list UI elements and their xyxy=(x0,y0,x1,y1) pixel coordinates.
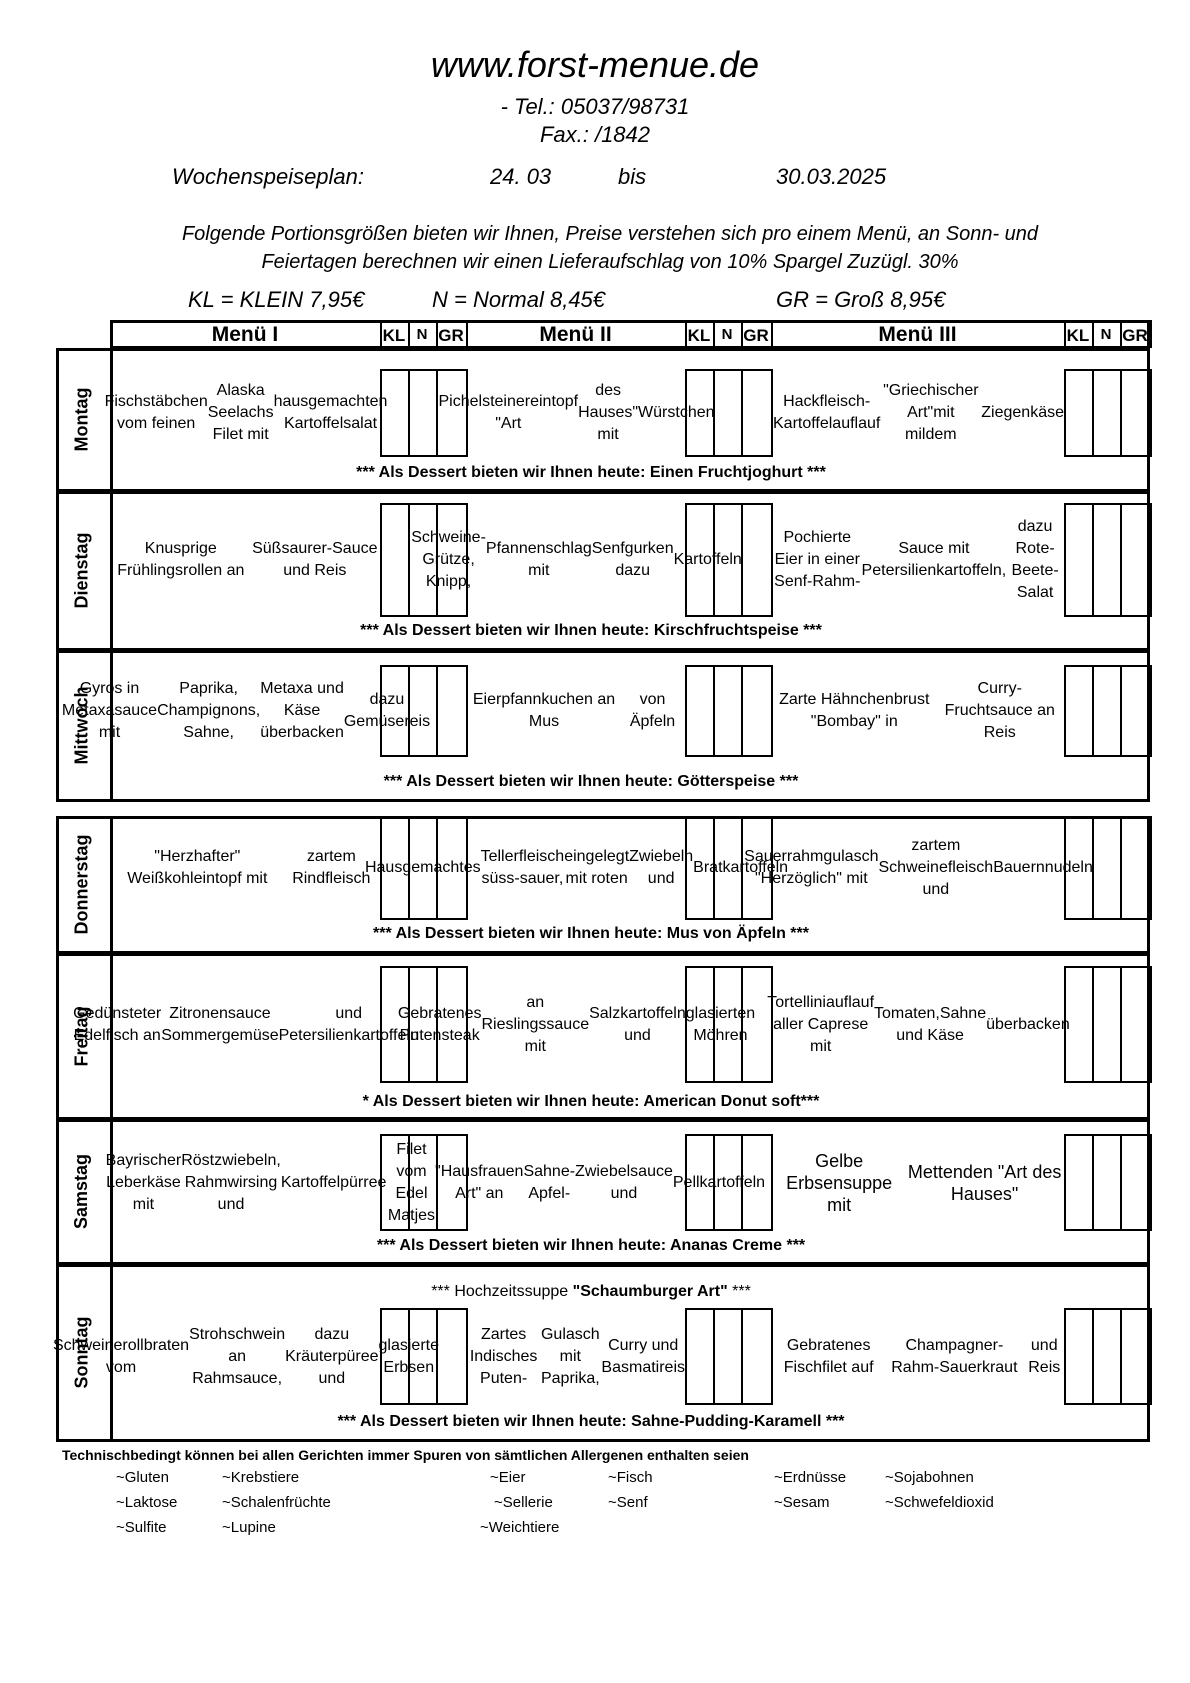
week-to-label: bis xyxy=(618,164,647,189)
allergen-item: ~Gluten xyxy=(116,1469,169,1486)
dish-menu1-montag xyxy=(104,369,388,457)
row-top-border-freitag xyxy=(56,953,1150,956)
dish-menu3-sonntag xyxy=(773,1308,1064,1405)
dish-line: Röstzwiebeln, Rahmwirsing und xyxy=(181,1151,281,1213)
order-box-n xyxy=(713,665,743,757)
allergen-item: ~Sulfite xyxy=(116,1519,167,1536)
dish-menu2-montag xyxy=(438,369,715,457)
order-box-kl xyxy=(1064,665,1094,757)
dish-line: Sauce mit Petersilienkartoffeln, xyxy=(861,540,1007,579)
order-box-n xyxy=(713,1308,743,1405)
order-box-gr xyxy=(1120,503,1152,617)
order-box-kl xyxy=(685,966,715,1083)
dish-line: Gulasch mit Paprika, xyxy=(540,1325,600,1387)
order-box-n xyxy=(408,966,438,1083)
order-box-gr xyxy=(741,966,773,1083)
dish-menu1-dienstag xyxy=(112,503,380,617)
order-box-n xyxy=(1092,503,1122,617)
order-box-kl xyxy=(380,1134,410,1231)
dish-line: Strohschwein an Rahmsauce, xyxy=(189,1325,286,1387)
dessert-donnerstag: *** Als Dessert bieten wir Ihnen heute: Mus von Äpfeln *** xyxy=(373,925,809,942)
row-top-border-sonntag xyxy=(56,1264,1150,1267)
allergen-item: ~Sojabohnen xyxy=(885,1469,974,1486)
day-name: Samstag xyxy=(71,1153,92,1230)
dish-line: Pichelsteinereintopf "Art xyxy=(438,393,579,432)
order-box-gr xyxy=(1120,966,1152,1083)
dish-line: hausgemachten Kartoffelsalat xyxy=(273,393,388,432)
order-box-n xyxy=(1092,369,1122,457)
order-box-n xyxy=(1092,816,1122,920)
dish-line: Curry und Basmatireis xyxy=(601,1336,685,1376)
dish-line: Knusprige Frühlingsrollen an xyxy=(117,540,245,579)
order-box-gr xyxy=(741,1134,773,1231)
dish-line: des Hauses" mit xyxy=(578,382,639,443)
size-header-n: N xyxy=(721,326,733,343)
intro-text xyxy=(120,220,1100,276)
order-box-kl xyxy=(1064,503,1094,617)
order-box-kl xyxy=(380,665,410,757)
dish-line: zartem Schweinefleisch und xyxy=(878,837,994,898)
dish-line: Hausgemachtes xyxy=(364,859,481,876)
dish-line: Tomaten,Sahne und Käse xyxy=(874,1004,987,1044)
order-box-n xyxy=(713,369,743,457)
row-bottom-border-mittwoch xyxy=(56,799,1150,802)
order-box-gr xyxy=(436,503,468,617)
dish-line: und Reis xyxy=(1028,1336,1061,1376)
dish-line: Metaxa und Käse überbacken xyxy=(260,680,344,741)
size-header-kl: KL xyxy=(382,326,406,345)
dish-line: glasierten Möhren xyxy=(685,1004,756,1044)
dish-menu1-samstag xyxy=(105,1134,387,1231)
dish-line: Mettenden "Art des Hauses" xyxy=(907,1161,1062,1204)
day-name: Donnerstag xyxy=(71,834,92,935)
dish-line: Filet vom Edel Matjes xyxy=(387,1140,436,1224)
order-box-kl xyxy=(1064,816,1094,920)
size-header-divider xyxy=(1150,320,1152,348)
order-box-kl xyxy=(380,1308,410,1405)
dish-line: Fischstäbchen vom feinen xyxy=(104,393,208,432)
size-header-n: N xyxy=(416,326,428,343)
dish-menu3-donnerstag xyxy=(744,816,1093,920)
order-box-gr xyxy=(1120,1308,1152,1405)
dish-line: Zwiebeln und xyxy=(629,848,694,887)
order-box-gr xyxy=(1120,665,1152,757)
dish-menu2-samstag xyxy=(387,1134,766,1231)
order-box-gr xyxy=(436,665,468,757)
order-box-kl xyxy=(1064,369,1094,457)
dessert-sonntag: *** Als Dessert bieten wir Ihnen heute: Sahne-Pudding-Karamell *** xyxy=(337,1413,845,1430)
order-box-kl xyxy=(380,369,410,457)
dish-line: Alaska Seelachs Filet mit xyxy=(207,382,274,443)
day-name: Dienstag xyxy=(71,532,92,609)
dish-menu3-samstag xyxy=(773,1134,1064,1231)
size-header-gr: GR xyxy=(743,326,769,345)
dish-line: Gyros in Metaxasauce mit xyxy=(61,680,158,741)
dish-line: an Rieslingssauce mit xyxy=(481,993,590,1055)
order-box-gr xyxy=(1120,816,1152,920)
dish-line: Zarte Hähnchenbrust "Bombay" in xyxy=(779,691,930,730)
dish-line: Eierpfannkuchen an Mus xyxy=(472,691,616,730)
order-box-gr xyxy=(741,665,773,757)
dish-menu2-freitag xyxy=(397,966,756,1083)
menu-header-menu3: Menü III xyxy=(878,323,957,346)
allergen-item: ~Sellerie xyxy=(494,1494,553,1511)
order-box-kl xyxy=(685,1134,715,1231)
week-label: Wochenspeiseplan: xyxy=(172,164,365,189)
dish-line: Süßsaurer-Sauce und Reis xyxy=(252,540,378,579)
dish-line: dazu Kräuterpüree und xyxy=(285,1325,379,1387)
size-header-divider xyxy=(466,320,468,348)
order-box-gr xyxy=(436,1134,468,1231)
sunday-soup xyxy=(112,1283,1070,1301)
week-from: 24. 03 xyxy=(490,164,552,189)
order-box-n xyxy=(1092,1134,1122,1231)
allergen-item: ~Sesam xyxy=(774,1494,830,1511)
dish-menu3-freitag xyxy=(767,966,1070,1083)
order-box-n xyxy=(713,816,743,920)
dish-line: Kartoffelpürree xyxy=(280,1173,387,1191)
dish-line: dazu Rote-Beete-Salat xyxy=(1011,518,1059,601)
order-box-n xyxy=(713,503,743,617)
order-box-gr xyxy=(741,1308,773,1405)
dish-menu3-dienstag xyxy=(773,503,1064,617)
row-top-border-montag xyxy=(56,348,1150,351)
dessert-dienstag: *** Als Dessert bieten wir Ihnen heute: Kirschfruchtspeise *** xyxy=(360,622,822,639)
order-box-n xyxy=(713,1134,743,1231)
dish-line: Schweine-Grütze, Knipp, xyxy=(411,529,486,590)
order-box-n xyxy=(1092,1308,1122,1405)
dish-line: Sauerrahmgulasch "Herzöglich" mit xyxy=(744,848,879,887)
order-box-n xyxy=(408,1134,438,1231)
dessert-freitag: * Als Dessert bieten wir Ihnen heute: American Donut soft*** xyxy=(362,1093,820,1110)
size-header-kl: KL xyxy=(1066,326,1090,345)
intro-line-1: Folgende Portionsgrößen bieten wir Ihnen, Preise verstehen sich pro einem Menü, an Sonn- und xyxy=(181,223,1039,245)
row-top-border-mittwoch xyxy=(56,650,1150,653)
order-box-kl xyxy=(685,665,715,757)
order-box-kl xyxy=(380,816,410,920)
dish-line: überbacken xyxy=(986,1015,1070,1033)
dish-line: Tortelliniauflauf aller Caprese mit xyxy=(767,993,875,1055)
week-to: 30.03.2025 xyxy=(776,164,887,189)
dish-line: Pfannenschlag mit xyxy=(485,540,592,579)
dish-line: Gebratenes Putensteak xyxy=(397,1004,482,1044)
day-label-donnerstag xyxy=(56,816,108,953)
order-box-n xyxy=(408,1308,438,1405)
size-header-gr: GR xyxy=(1122,326,1148,345)
dish-line: "Herzhafter" Weißkohleintopf mit xyxy=(127,848,268,887)
allergen-item: ~Weichtiere xyxy=(480,1519,560,1536)
allergen-item: ~Laktose xyxy=(116,1494,178,1511)
day-name: Freitag xyxy=(71,1005,92,1067)
order-box-gr xyxy=(741,816,773,920)
row-bottom-border-sonntag xyxy=(56,1439,1150,1442)
order-box-gr xyxy=(741,503,773,617)
allergen-item: ~Krebstiere xyxy=(222,1469,300,1486)
dish-line: Hackfleisch-Kartoffelauflauf xyxy=(773,393,881,432)
order-box-n xyxy=(408,665,438,757)
order-box-kl xyxy=(685,503,715,617)
dish-menu3-mittwoch xyxy=(773,665,1064,757)
order-box-gr xyxy=(436,369,468,457)
dessert-mittwoch: *** Als Dessert bieten wir Ihnen heute: Götterspeise *** xyxy=(383,773,799,790)
allergen-item: ~Senf xyxy=(608,1494,648,1511)
order-box-gr xyxy=(436,966,468,1083)
dish-line: glasierte Erbsen xyxy=(378,1336,439,1376)
phone-number: - Tel.: 05037/98731 xyxy=(500,94,690,119)
row-top-border-dienstag xyxy=(56,491,1150,494)
day-label-montag xyxy=(56,348,108,491)
dish-menu1-donnerstag xyxy=(112,816,380,920)
dessert-samstag: *** Als Dessert bieten wir Ihnen heute: Ananas Creme *** xyxy=(376,1237,806,1254)
allergen-notice: Technischbedingt können bei allen Gerichten immer Spuren von sämtlichen Allergenen enthalten seien xyxy=(62,1447,749,1463)
dish-line: Zartes Indisches Puten- xyxy=(469,1325,538,1387)
dish-line: Zwiebelsauce und xyxy=(575,1162,673,1202)
order-box-kl xyxy=(685,816,715,920)
size-header-divider xyxy=(771,320,773,348)
price-gr: GR = Groß 8,95€ xyxy=(776,287,946,312)
dish-line: Curry-Fruchtsauce an Reis xyxy=(944,680,1055,741)
order-box-gr xyxy=(741,369,773,457)
dish-line: Paprika, Champignons, Sahne, xyxy=(157,680,261,741)
day-label-dienstag xyxy=(56,491,108,650)
order-box-gr xyxy=(436,816,468,920)
order-box-kl xyxy=(1064,966,1094,1083)
dish-line: zartem Rindfleisch xyxy=(292,848,371,887)
dish-line: Pochierte Eier in einer Senf-Rahm- xyxy=(774,529,861,590)
dish-line: dazu Gemüsereis xyxy=(343,691,431,730)
allergen-item: ~Fisch xyxy=(608,1469,653,1486)
dish-line: Salzkartoffeln und xyxy=(589,1004,686,1044)
dish-line: Senfgurken dazu xyxy=(591,540,674,579)
allergen-item: ~Schalenfrüchte xyxy=(222,1494,331,1511)
dish-menu3-montag xyxy=(773,369,1064,457)
menu-header-menu2: Menü II xyxy=(539,323,612,346)
order-box-kl xyxy=(685,369,715,457)
dish-line: "Hausfrauen Art" an xyxy=(435,1162,524,1202)
dish-line: Bayrischer Leberkäse mit xyxy=(105,1151,182,1213)
order-box-n xyxy=(408,369,438,457)
allergen-item: ~Lupine xyxy=(222,1519,276,1536)
dish-line: eingelegt mit roten xyxy=(564,848,630,887)
price-kl: KL = KLEIN 7,95€ xyxy=(188,287,365,312)
day-name: Montag xyxy=(71,387,92,452)
order-box-kl xyxy=(380,966,410,1083)
day-name: Mittwoch xyxy=(71,686,92,765)
intro-line-2: Feiertagen berechnen wir einen Lieferaufschlag von 10% Spargel Zuzügl. 30% xyxy=(261,251,959,273)
dish-menu2-donnerstag xyxy=(364,816,789,920)
dish-line: Ziegenkäse xyxy=(981,404,1064,421)
dish-line: Gebratenes Fischfilet auf xyxy=(783,1336,874,1376)
dish-line: Gelbe Erbsensuppe mit xyxy=(786,1150,893,1215)
soup-name: "Schaumburger Art" xyxy=(572,1283,728,1300)
order-box-n xyxy=(408,816,438,920)
dish-line: Würstchen xyxy=(638,404,715,421)
order-box-gr xyxy=(1120,369,1152,457)
order-box-kl xyxy=(380,503,410,617)
order-box-kl xyxy=(1064,1134,1094,1231)
dish-line: von Äpfeln xyxy=(629,691,676,730)
price-n: N = Normal 8,45€ xyxy=(432,287,606,312)
website-url: www.forst-menue.de xyxy=(430,44,760,85)
dessert-montag: *** Als Dessert bieten wir Ihnen heute: Einen Fruchtjoghurt *** xyxy=(356,464,826,481)
dish-menu2-mittwoch xyxy=(468,665,685,757)
dish-line: Kartoffeln xyxy=(673,551,742,568)
size-header-kl: KL xyxy=(687,326,711,345)
allergen-item: ~Schwefeldioxid xyxy=(885,1494,994,1511)
order-box-n xyxy=(713,966,743,1083)
day-label-samstag xyxy=(56,1119,108,1264)
allergen-item: ~Eier xyxy=(490,1469,526,1486)
dish-line: Zitronensauce Sommergemüse xyxy=(161,1004,279,1044)
dish-menu2-sonntag xyxy=(468,1308,685,1405)
dish-line: Pellkartoffeln xyxy=(672,1173,766,1191)
order-box-kl xyxy=(1064,1308,1094,1405)
size-header-n: N xyxy=(1100,326,1112,343)
dish-line: Champagner-Rahm-Sauerkraut xyxy=(891,1336,1018,1376)
dish-line: Gedünsteter Edelfisch an xyxy=(73,1004,162,1044)
order-box-n xyxy=(408,503,438,617)
order-box-gr xyxy=(1120,1134,1152,1231)
dish-line: Bauernnudeln xyxy=(993,859,1093,876)
fax-number: Fax.: /1842 xyxy=(539,122,651,147)
dish-line: Sahne-Apfel- xyxy=(523,1162,576,1202)
order-box-n xyxy=(1092,665,1122,757)
day-name: Sonntag xyxy=(71,1316,92,1389)
dish-line: und Petersilienkartoffeln xyxy=(278,1004,419,1044)
order-box-kl xyxy=(685,1308,715,1405)
dish-line: Schweinerollbraten vom xyxy=(53,1336,190,1376)
dish-menu2-dienstag xyxy=(411,503,742,617)
order-box-gr xyxy=(436,1308,468,1405)
dish-line: Tellerfleisch süss-sauer, xyxy=(480,848,565,887)
order-box-n xyxy=(1092,966,1122,1083)
dish-line: Bratkartoffeln xyxy=(693,859,789,876)
size-header-gr: GR xyxy=(438,326,464,345)
soup-suffix: *** xyxy=(727,1283,751,1300)
soup-prefix: *** Hochzeitssuppe xyxy=(431,1283,573,1300)
menu-header-menu1: Menü I xyxy=(211,323,279,346)
dish-line: "Griechischer Art"mit mildem xyxy=(883,382,979,443)
allergen-item: ~Erdnüsse xyxy=(774,1469,847,1486)
row-top-border-samstag xyxy=(56,1119,1150,1122)
